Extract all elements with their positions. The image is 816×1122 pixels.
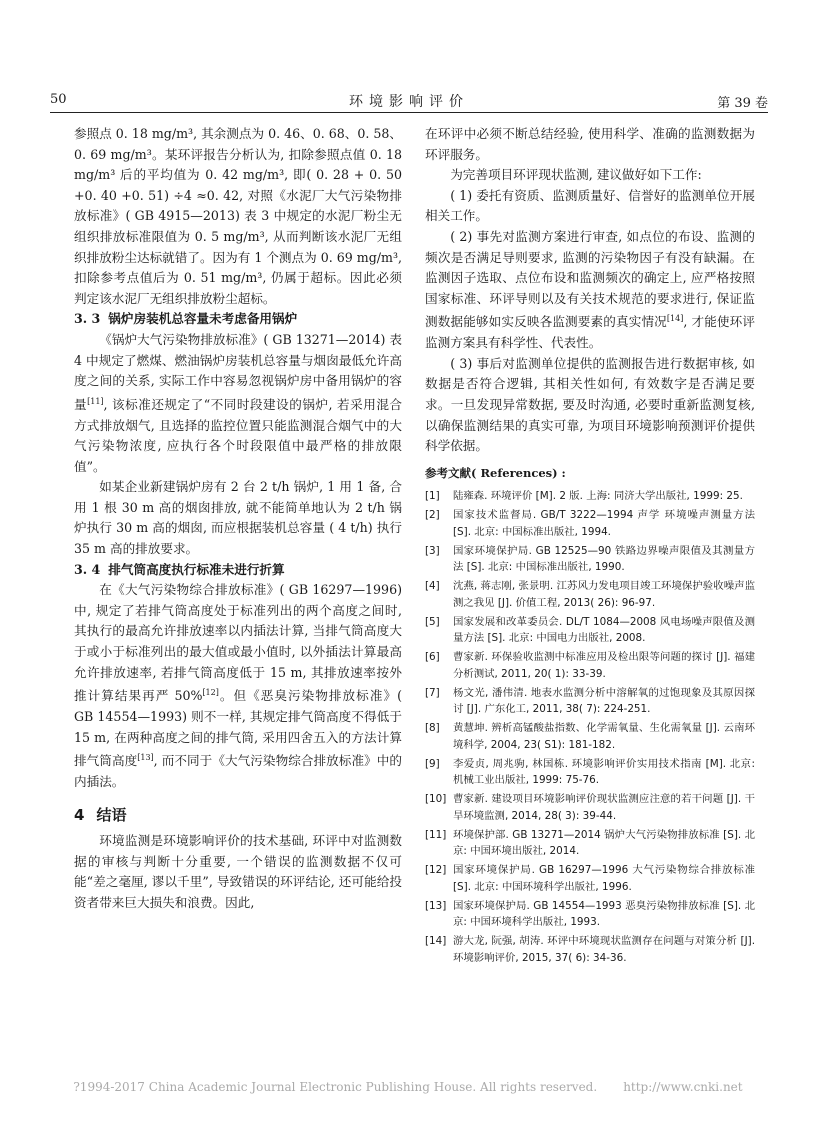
reference-text: 陆雍森. 环境评价 [M]. 2 版. 上海: 同济大学出版社, 1999: 25.: [453, 490, 743, 503]
reference-text: 李爱贞, 周兆驹, 林国栋. 环境影响评价实用技术指南 [M]. 北京: 机械工业出版社, 1999: 75-76.: [453, 757, 755, 787]
reference-text: 国家技术监督局. GB/T 3222—1994 声学 环境噪声测量方法 [S]. 北京: 中国标准出版社, 1994.: [453, 509, 755, 538]
reference-number: [5]: [425, 615, 440, 628]
paragraph: [425, 227, 755, 354]
reference-item: [425, 614, 755, 647]
footer: [0, 1080, 816, 1094]
reference-item: [425, 488, 755, 505]
reference-text: 杨文光, 潘伟清. 地表水监测分析中溶解氧的过饱现象及其原因探讨 [J]. 广东化工, 2011, 38( 7): 224-251.: [453, 686, 755, 716]
reference-number: [9]: [425, 757, 440, 770]
reference-text: 曹家新. 建设项目环境影响评价现状监测应注意的若干问题 [J]. 干旱环境监测, 2014, 28( 3): 39-44.: [453, 793, 755, 822]
reference-number: [2]: [425, 509, 440, 522]
section-heading-3-4: [74, 560, 402, 581]
text-run: ( 2) 事先对监测方案进行审查, 如点位的布设、监测的频次是否满足导则要求, 监测的污染物因子有没有缺漏。在监测因子选取、点位布设和监测频次的确定上, 应严格按照国家标准、环评导则以及有关技术规范的要求进行, 保证监测数据能够如实反映各监测要素的真实情况: [425, 228, 755, 330]
paragraph: ( 1) 委托有资质、监测质量好、信誉好的监测单位开展相关工作。: [425, 187, 755, 224]
citation: [13]: [137, 753, 154, 763]
text-run: , 该标准还规定了“不同时段建设的锅炉, 若采用混合方式排放烟气, 且选择的监控位置只能监测混合烟气中的大气污染物浓度, 应执行各个时段限值中最严格的排放限值”。: [74, 396, 403, 474]
reference-number: [6]: [425, 651, 440, 664]
section-number: 3. 4: [74, 561, 101, 577]
citation: [11]: [87, 396, 104, 406]
reference-item: [425, 933, 755, 966]
left-column: [74, 124, 402, 914]
reference-number: [13]: [425, 899, 447, 912]
section-number: 4: [74, 805, 85, 824]
paragraph: 参照点 0. 18 mg/m³, 其余测点为 0. 46、0. 68、0. 58、0. 69 mg/m³。某环评报告分析认为, 扣除参照点值 0. 18 mg/m³ 后的平均值为 0. 42 mg/m³, 即( 0. 28 + 0. 50 +0. 40 +0. 51) ÷4 ≈0. 42, 对照《水泥厂大气污染物排放标准》( GB 4915—2013) 表 3 中规定的水泥厂粉尘无组织排放标准限值为 0. 5 mg/m³, 从而判断该水泥厂无组织排放粉尘达标就错了。因为有 1 个测点为 0. 69 mg/m³, 扣除参考点值后为 0. 51 mg/m³, 仍属于超标。因此必须判定该水泥厂无组织排放粉尘超标。: [74, 126, 402, 306]
reference-number: [8]: [425, 722, 440, 735]
section-heading-4: [74, 805, 402, 826]
reference-number: [4]: [425, 580, 440, 593]
paragraph: 如某企业新建锅炉房有 2 台 2 t/h 锅炉, 1 用 1 备, 合用 1 根 30 m 高的烟囱排放, 就不能简单地认为 2 t/h 锅炉执行 30 m 高的烟囱, 而应根据装机总容量 ( 4 t/h) 执行 35 m 高的排放要求。: [74, 479, 402, 557]
right-column: [425, 124, 755, 968]
reference-number: [12]: [425, 864, 447, 877]
header-rule: [50, 112, 768, 113]
text-run: 《锅炉大气污染物排放标准》( GB 13271—2014) 表 4 中规定了燃煤、燃油锅炉房装机总容量与烟囱最低允许高度之间的关系, 实际工作中容易忽视锅炉房中备用锅炉的容量: [74, 331, 402, 412]
citation: [12]: [202, 688, 219, 698]
reference-number: [14]: [425, 934, 447, 947]
reference-item: [425, 578, 755, 611]
reference-number: [10]: [425, 793, 447, 806]
page-number: 50: [50, 92, 67, 107]
reference-item: [425, 756, 755, 789]
reference-text: 曹家新. 环保验收监测中标准应用及检出限等问题的探讨 [J]. 福建分析测试, 2011, 20( 1): 33-39.: [453, 651, 755, 680]
reference-item: [425, 862, 755, 895]
references-heading: 参考文献( References) :: [425, 465, 566, 480]
reference-number: [3]: [425, 544, 440, 557]
reference-item: [425, 543, 755, 576]
paragraph: [74, 580, 402, 792]
reference-number: [1]: [425, 490, 440, 503]
reference-text: 环境保护部. GB 13271—2014 锅炉大气污染物排放标准 [S]. 北京: 中国环境出版社, 2014.: [453, 828, 755, 858]
reference-text: 黄慧坤. 辨析高锰酸盐指数、化学需氧量、生化需氧量 [J]. 云南环境科学, 2004, 23( S1): 181-182.: [453, 722, 755, 751]
paragraph: 在环评中必须不断总结经验, 使用科学、准确的监测数据为环评服务。: [425, 126, 755, 162]
citation: [14]: [666, 314, 684, 324]
paragraph: 为完善项目环评现状监测, 建议做好如下工作:: [450, 167, 702, 183]
reference-text: 国家发展和改革委员会. DL/T 1084—2008 风电场噪声限值及测量方法 [S]. 北京: 中国电力出版社, 2008.: [453, 615, 755, 645]
text-run: 在《大气污染物综合排放标准》( GB 16297—1996) 中, 规定了若排气筒高度处于标准列出的两个高度之间时, 其执行的最高允许排放速率以内插法计算, 当排气筒高度大于或小于标准列出的最大值或最小值时, 以外插法计算最高允许排放速率, 若排气筒高度低于 15 m, 其排放速率按外推计算结果再严 50%: [74, 582, 402, 704]
section-heading-3-3: [74, 309, 402, 330]
section-number: 3. 3: [74, 311, 101, 327]
reference-text: 国家环境保护局. GB 14554—1993 恶臭污染物排放标准 [S]. 北京: 中国环境科学出版社, 1993.: [453, 899, 755, 929]
paragraph: ( 3) 事后对监测单位提供的监测报告进行数据审核, 如数据是否符合逻辑, 其相关性如何, 有效数字是否满足要求。一旦发现异常数据, 要及时沟通, 必要时重新监测复核, 以确保监测结果的真实可靠, 为项目环境影响预测评价提供科学依据。: [425, 355, 755, 454]
reference-text: 游大龙, 阮强, 胡涛. 环评中环境现状监测存在问题与对策分析 [J]. 环境影响评价, 2015, 37( 6): 34-36.: [453, 934, 755, 964]
reference-item: [425, 827, 755, 860]
text-run: , 而不同于《大气污染物综合排放标准》中的内插法。: [74, 753, 402, 789]
cnki-link[interactable]: http://www.cnki.net: [623, 1080, 743, 1094]
copyright-text: ?1994-2017 China Academic Journal Electronic Publishing House. All rights reserved.: [73, 1080, 598, 1094]
reference-item: [425, 507, 755, 540]
reference-list: [425, 488, 755, 966]
section-title: 排气筒高度执行标准未进行折算: [108, 561, 285, 577]
reference-number: [7]: [425, 686, 440, 699]
reference-text: 国家环境保护局. GB 16297—1996 大气污染物综合排放标准 [S]. 北京: 中国环境科学出版社, 1996.: [453, 864, 755, 893]
text-run: , 才能使环评监测方案具有科学性、代表性。: [425, 314, 755, 351]
journal-title: 环境影响评价: [349, 94, 469, 110]
running-header: [50, 90, 768, 110]
section-title: 锅炉房装机总容量未考虑备用锅炉: [108, 311, 298, 327]
paragraph: [74, 330, 402, 477]
section-title: 结语: [96, 805, 127, 824]
reference-number: [11]: [425, 828, 447, 841]
reference-text: 沈燕, 蒋志刚, 张景明. 江苏风力发电项目竣工环境保护验收噪声监测之我见 [J]. 价值工程, 2013( 26): 96-97.: [453, 580, 755, 609]
reference-text: 国家环境保护局. GB 12525—90 铁路边界噪声限值及其测量方法 [S]. 北京: 中国标准出版社, 1990.: [453, 544, 755, 574]
reference-item: [425, 791, 755, 824]
reference-item: [425, 898, 755, 931]
reference-item: [425, 720, 755, 753]
reference-item: [425, 685, 755, 718]
paragraph: 环境监测是环境影响评价的技术基础, 环评中对监测数据的审核与判断十分重要, 一个错误的监测数据不仅可能“差之毫厘, 谬以千里”, 导致错误的环评结论, 还可能给投资者带来巨大损失和浪费。因此,: [74, 833, 402, 910]
text-run: 。但《恶臭污染物排放标准》( GB 14554—1993) 则不一样, 其规定排气筒高度不得低于 15 m, 在两种高度之间的排气筒, 采用四舍五入的方法计算排气筒高度: [74, 688, 402, 769]
reference-item: [425, 649, 755, 682]
volume-label: 第 39 卷: [717, 96, 768, 111]
